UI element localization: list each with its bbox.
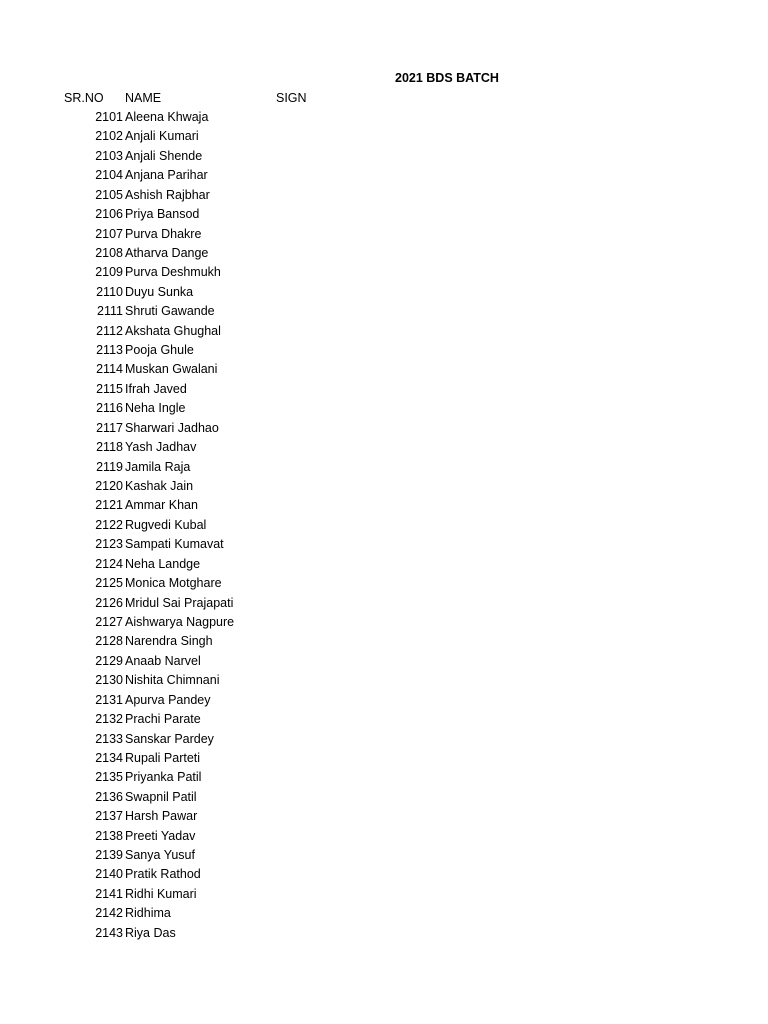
student-name: Sanskar Pardey	[125, 731, 214, 746]
student-name: Monica Motghare	[125, 576, 222, 591]
serial-number: 2101	[95, 110, 123, 124]
serial-number: 2110	[96, 284, 123, 299]
table-row	[0, 710, 400, 729]
serial-number: 2120	[95, 479, 123, 494]
table-row	[0, 225, 400, 244]
serial-number: 2130	[95, 673, 123, 688]
table-row	[0, 127, 400, 146]
serial-number: 2132	[95, 712, 123, 727]
table-row	[0, 574, 400, 593]
table-row	[0, 283, 400, 302]
table-row	[0, 671, 400, 690]
table-row	[0, 419, 400, 438]
serial-number: 2108	[95, 245, 123, 260]
serial-number: 2114	[96, 362, 123, 377]
serial-number: 2111	[97, 304, 123, 319]
serial-number: 2128	[95, 634, 123, 649]
student-name: Sanya Yusuf	[125, 848, 195, 863]
student-name: Sharwari Jadhao	[125, 420, 219, 435]
table-row	[0, 108, 400, 127]
table-row	[0, 516, 400, 535]
student-name: Nishita Chimnani	[125, 673, 220, 688]
student-name: Ridhima	[125, 906, 171, 921]
table-row	[0, 341, 400, 360]
serial-number: 2112	[96, 323, 123, 338]
serial-number: 2115	[96, 381, 123, 396]
serial-number: 2125	[95, 576, 123, 591]
student-name: Neha Ingle	[125, 401, 186, 416]
table-row	[0, 399, 400, 418]
student-name: Preeti Yadav	[125, 828, 196, 843]
student-name: Kashak Jain	[125, 479, 194, 494]
column-header-name: NAME	[125, 91, 162, 105]
serial-number: 2138	[95, 828, 123, 843]
student-name: Anjali Kumari	[125, 129, 199, 144]
student-name: Anjana Parihar	[125, 168, 208, 183]
student-name: Pooja Ghule	[125, 343, 194, 358]
table-row	[0, 768, 400, 787]
serial-number: 2113	[96, 343, 123, 358]
student-name: Jamila Raja	[125, 459, 191, 474]
serial-number: 2118	[96, 440, 123, 455]
serial-number: 2107	[95, 226, 123, 241]
table-row	[0, 458, 400, 477]
serial-number: 2117	[96, 420, 123, 435]
table-row	[0, 691, 400, 710]
student-name: Rupali Parteti	[125, 750, 201, 765]
table-row	[0, 147, 400, 166]
column-header-sign: SIGN	[276, 91, 307, 105]
table-row	[0, 380, 400, 399]
table-row	[0, 885, 400, 904]
serial-number: 2137	[95, 809, 123, 824]
student-name: Yash Jadhav	[125, 440, 197, 455]
student-name: Harsh Pawar	[125, 809, 198, 824]
serial-number: 2139	[95, 848, 123, 863]
serial-number: 2141	[95, 886, 123, 901]
table-row	[0, 166, 400, 185]
student-name: Priyanka Patil	[125, 770, 202, 785]
serial-number: 2119	[96, 459, 123, 474]
student-name: Anaab Narvel	[125, 653, 201, 668]
student-name: Muskan Gwalani	[125, 362, 218, 377]
table-row	[0, 846, 400, 865]
student-name: Sampati Kumavat	[125, 537, 224, 552]
student-name: Mridul Sai Prajapati	[125, 595, 234, 610]
serial-number: 2103	[95, 148, 123, 163]
serial-number: 2109	[95, 265, 123, 280]
student-name: Prachi Parate	[125, 712, 201, 727]
table-row	[0, 360, 400, 379]
table-row	[0, 535, 400, 554]
student-name: Akshata Ghughal	[125, 323, 221, 338]
student-name: Narendra Singh	[125, 634, 213, 649]
student-name: Anjali Shende	[125, 148, 203, 163]
page-title: 2021 BDS BATCH	[395, 71, 499, 85]
student-name: Swapnil Patil	[125, 789, 197, 804]
table-row	[0, 594, 400, 613]
student-name: Apurva Pandey	[125, 692, 211, 707]
table-row	[0, 904, 400, 923]
table-row	[0, 438, 400, 457]
serial-number: 2124	[95, 556, 123, 571]
table-row	[0, 496, 400, 515]
student-name: Purva Dhakre	[125, 226, 202, 241]
student-name: Duyu Sunka	[125, 284, 194, 299]
table-row	[0, 244, 400, 263]
serial-number: 2142	[95, 906, 123, 921]
table-row	[0, 865, 400, 884]
student-name: Pratik Rathod	[125, 867, 201, 882]
table-row	[0, 205, 400, 224]
table-row	[0, 302, 400, 321]
table-row	[0, 632, 400, 651]
student-name: Ammar Khan	[125, 498, 198, 513]
student-name: Riya Das	[125, 925, 176, 940]
student-name: Priya Bansod	[125, 207, 200, 222]
table-row	[0, 322, 400, 341]
serial-number: 2105	[95, 187, 123, 202]
serial-number: 2121	[95, 498, 123, 513]
serial-number: 2123	[95, 537, 123, 552]
table-row	[0, 477, 400, 496]
serial-number: 2122	[95, 517, 123, 532]
serial-number: 2135	[95, 770, 123, 785]
table-row	[0, 730, 400, 749]
student-name: Rugvedi Kubal	[125, 517, 207, 532]
column-header-srno: SR.NO	[64, 91, 104, 105]
table-row	[0, 555, 400, 574]
serial-number: 2143	[95, 925, 123, 940]
serial-number: 2102	[95, 129, 123, 144]
table-row	[0, 807, 400, 826]
student-list	[0, 108, 400, 943]
table-row	[0, 788, 400, 807]
student-name: Neha Landge	[125, 556, 201, 571]
table-row	[0, 652, 400, 671]
student-name: Purva Deshmukh	[125, 265, 221, 280]
student-name: Ridhi Kumari	[125, 886, 197, 901]
serial-number: 2104	[95, 168, 123, 183]
student-name: Ashish Rajbhar	[125, 187, 210, 202]
table-row	[0, 749, 400, 768]
serial-number: 2129	[95, 653, 123, 668]
serial-number: 2116	[96, 401, 123, 416]
table-row	[0, 613, 400, 632]
table-row	[0, 924, 400, 943]
serial-number: 2106	[95, 207, 123, 222]
serial-number: 2133	[95, 731, 123, 746]
table-row	[0, 186, 400, 205]
serial-number: 2131	[95, 692, 123, 707]
serial-number: 2127	[95, 614, 123, 629]
student-name: Ifrah Javed	[125, 381, 187, 396]
serial-number: 2140	[95, 867, 123, 882]
student-name: Aleena Khwaja	[125, 110, 209, 124]
serial-number: 2134	[95, 750, 123, 765]
student-name: Atharva Dange	[125, 245, 209, 260]
student-name: Shruti Gawande	[125, 304, 215, 319]
student-name: Aishwarya Nagpure	[125, 614, 235, 629]
serial-number: 2136	[95, 789, 123, 804]
table-row	[0, 263, 400, 282]
serial-number: 2126	[95, 595, 123, 610]
table-row	[0, 827, 400, 846]
